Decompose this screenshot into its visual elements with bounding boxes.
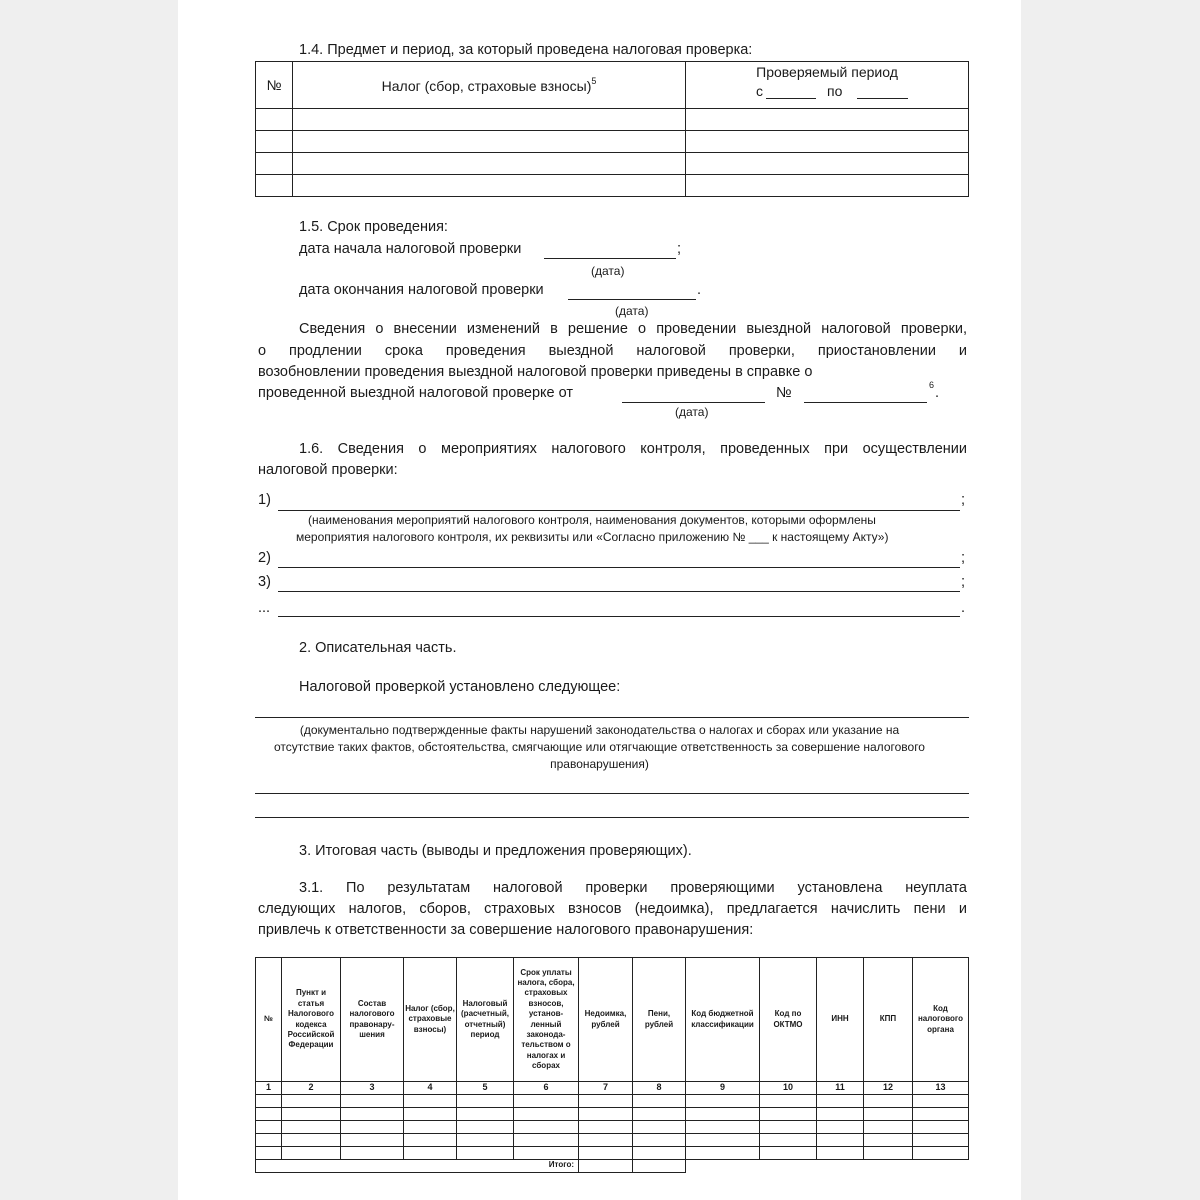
header-cell: Пени, рублей — [633, 958, 686, 1082]
col-tax-label: Налог (сбор, страховые взносы) — [381, 78, 592, 94]
section-3-1-line-2: следующих налогов, сборов, страховых взносов (недоимка), предлагается начислить пени и — [258, 901, 967, 917]
report-no-line — [804, 402, 927, 403]
number-cell: 12 — [864, 1082, 913, 1095]
period-cell — [256, 131, 293, 153]
item-3-line — [278, 591, 960, 592]
col-period-label: Проверяемый период — [756, 64, 898, 80]
header-cell: Код бюджетной классификации — [686, 958, 760, 1082]
item-2-number: 2) — [258, 550, 271, 566]
number-cell: 8 — [633, 1082, 686, 1095]
section-1-6-cont: налоговой проверки: — [258, 462, 398, 478]
info-line-4: проведенной выездной налоговой проверке от — [258, 385, 574, 401]
period-cell — [293, 175, 686, 197]
activities-hint-2: мероприятия налогового контроля, их реквизиты или «Согласно приложению № ___ к настоящему Акту») — [296, 530, 889, 544]
period-table — [255, 61, 969, 197]
header-cell: Код налогового органа — [913, 958, 969, 1082]
date-hint: (дата) — [675, 405, 709, 419]
section-1-4-title: 1.4. Предмет и период, за который проведена налоговая проверка: — [299, 42, 753, 58]
number-cell: 13 — [913, 1082, 969, 1095]
total-arrears — [579, 1159, 633, 1172]
number-cell: 6 — [514, 1082, 579, 1095]
number-cell: 9 — [686, 1082, 760, 1095]
header-cell: Налоговый (расчетный, отчетный) период — [457, 958, 514, 1082]
total-label: Итого: — [256, 1159, 579, 1172]
report-no-label: № — [776, 385, 792, 401]
period-cell — [256, 175, 293, 197]
header-cell: № — [256, 958, 282, 1082]
section-1-6-title: 1.6. Сведения о мероприятиях налогового контроля, проведенных при осуществлении — [299, 441, 967, 457]
period-to-line — [857, 98, 908, 99]
item-more-end: . — [961, 600, 966, 616]
header-cell: Налог (сбор, страховые взносы) — [404, 958, 457, 1082]
number-cell: 2 — [282, 1082, 341, 1095]
end-date-end: . — [697, 282, 702, 298]
start-date-label: дата начала налоговой проверки — [299, 241, 522, 257]
number-cell: 7 — [579, 1082, 633, 1095]
date-hint: (дата) — [591, 264, 625, 278]
date-hint: (дата) — [615, 304, 649, 318]
activities-hint-1: (наименования мероприятий налогового контроля, наименования документов, которыми оформлены — [308, 513, 876, 527]
facts-hint-1: (документально подтвержденные факты нарушений законодательства о налогах и сборах или указание на — [299, 723, 900, 737]
period-cell — [256, 109, 293, 131]
item-3-end: ; — [961, 574, 966, 590]
period-cell — [293, 131, 686, 153]
start-date-line — [544, 258, 676, 259]
info-line-3: возобновлении проведения выездной налоговой проверки приведены в справке о — [258, 364, 813, 380]
end-date-line — [568, 299, 696, 300]
item-2-line — [278, 567, 960, 568]
header-cell: КПП — [864, 958, 913, 1082]
period-cell — [293, 153, 686, 175]
period-cell — [686, 109, 969, 131]
footnote-5: 5 — [591, 76, 597, 86]
period-cell — [686, 131, 969, 153]
header-cell: Код по ОКТМО — [760, 958, 817, 1082]
number-cell: 5 — [457, 1082, 514, 1095]
table-row — [256, 1133, 969, 1146]
info-line-2: о продлении срока проведения выездной налоговой проверки, приостановлении и — [258, 343, 967, 359]
item-1-number: 1) — [258, 492, 271, 508]
facts-hint-2: отсутствие таких фактов, обстоятельства, смягчающие или отягчающие ответственность за совершение налогового — [274, 740, 925, 754]
col-no-header: № — [256, 62, 293, 109]
facts-hint — [178, 722, 1021, 773]
table-row — [256, 1120, 969, 1133]
end-date-label: дата окончания налоговой проверки — [299, 282, 544, 298]
item-3-number: 3) — [258, 574, 271, 590]
number-cell: 3 — [341, 1082, 404, 1095]
arrears-table — [255, 957, 969, 1173]
header-cell: ИНН — [817, 958, 864, 1082]
col-tax-header — [293, 62, 686, 109]
number-cell: 1 — [256, 1082, 282, 1095]
section-3-1-line-1: 3.1. По результатам налоговой проверки проверяющими установлена неуплата — [299, 880, 967, 896]
item-1-line — [278, 510, 960, 511]
info-line-1: Сведения о внесении изменений в решение о проведении выездной налоговой проверки, — [299, 321, 967, 337]
number-cell: 10 — [760, 1082, 817, 1095]
period-cell — [256, 153, 293, 175]
info-end: . — [935, 385, 940, 401]
item-more: ... — [258, 600, 271, 616]
footnote-6: 6 — [929, 380, 935, 390]
document-page — [178, 0, 1021, 1200]
section-3-1-line-3: привлечь к ответственности за совершение налогового правонарушения: — [258, 922, 754, 938]
number-cell: 11 — [817, 1082, 864, 1095]
facts-line-3 — [255, 817, 969, 818]
period-from-line — [766, 98, 816, 99]
section-2-title: 2. Описательная часть. — [299, 640, 457, 656]
facts-line — [255, 717, 969, 718]
total-penalty — [633, 1159, 686, 1172]
table-row — [256, 1146, 969, 1159]
number-cell: 4 — [404, 1082, 457, 1095]
item-1-end: ; — [961, 492, 966, 508]
col-period-header — [686, 62, 969, 109]
report-date-line — [622, 402, 765, 403]
item-2-end: ; — [961, 550, 966, 566]
period-from-label: с — [756, 83, 763, 99]
header-cell: Срок уплаты налога, сбора, страховых взносов, установ-ленный законода-тельством о налогах и сборах — [514, 958, 579, 1082]
period-to-label: по — [827, 83, 843, 99]
header-cell: Недоимка, рублей — [579, 958, 633, 1082]
period-cell — [686, 153, 969, 175]
header-cell: Пункт и статья Налогового кодекса Российской Федерации — [282, 958, 341, 1082]
established-label: Налоговой проверкой установлено следующее: — [299, 679, 621, 695]
header-cell: Состав налогового правонару-шения — [341, 958, 404, 1082]
section-1-5-title: 1.5. Срок проведения: — [299, 219, 448, 235]
item-more-line — [278, 616, 960, 617]
facts-hint-3: правонарушения) — [550, 757, 649, 771]
total-row — [256, 1159, 969, 1172]
facts-line-2 — [255, 793, 969, 794]
period-cell — [293, 109, 686, 131]
start-date-end: ; — [677, 241, 682, 257]
section-3-title: 3. Итоговая часть (выводы и предложения проверяющих). — [299, 843, 692, 859]
table-row — [256, 1094, 969, 1107]
period-cell — [686, 175, 969, 197]
table-row — [256, 1107, 969, 1120]
